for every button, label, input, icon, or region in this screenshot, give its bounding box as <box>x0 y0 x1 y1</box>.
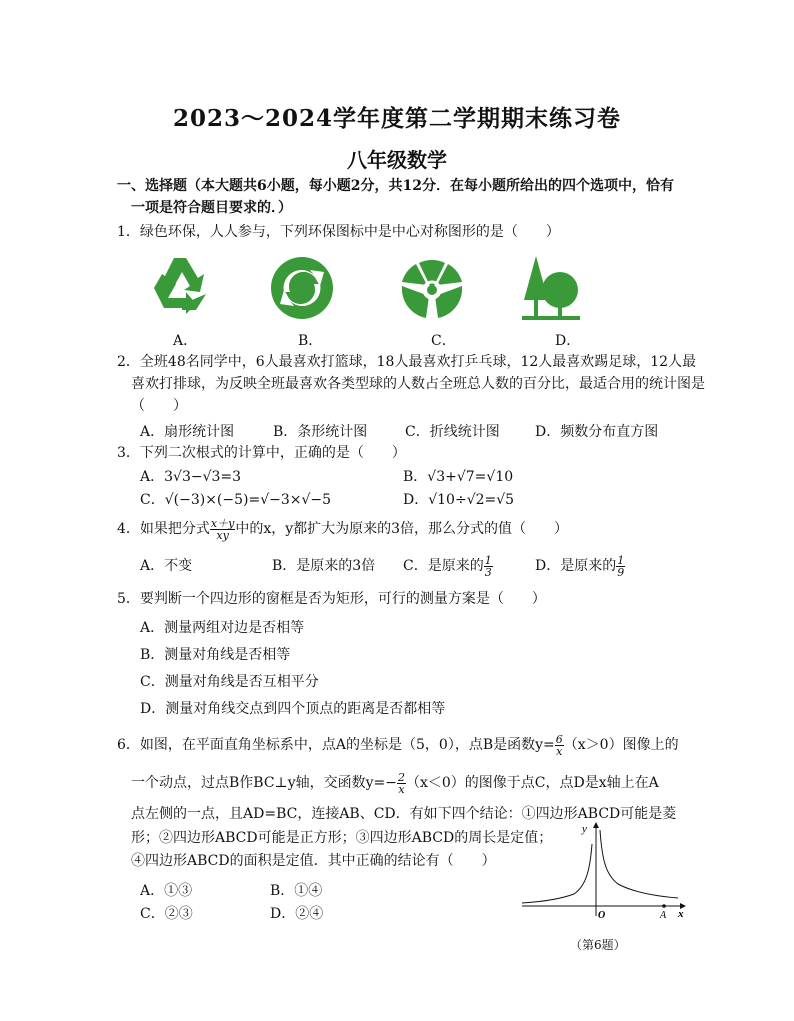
section-heading: 一、选择题（本大题共6小题，每小题2分，共12分．在每小题所给出的四个选项中，恰有 <box>117 178 674 194</box>
q6-option-d: D．②④ <box>270 906 324 922</box>
q2-option-a: A．扇形统计图 <box>140 424 235 440</box>
x-label: x <box>678 908 684 920</box>
question-6-line3: 点左侧的一点，且AD=BC，连接AB、CD．有如下四个结论：①四边形ABCD可能是菱 <box>131 806 677 822</box>
q6-fraction-1-den: x <box>556 744 563 758</box>
q1-option-b: B． <box>298 333 323 349</box>
point-a-label: A <box>660 910 667 920</box>
q2-option-d: D．频数分布直方图 <box>535 424 659 440</box>
tree-icon <box>522 256 580 320</box>
q5-option-b: B．测量对角线是否相等 <box>140 647 291 663</box>
q3-option-a: A．3√3−√3=3 <box>140 469 242 485</box>
y-label: y <box>582 823 587 835</box>
q4-option-c <box>403 553 493 579</box>
q3-option-c: C．√(−3)×(−5)=√−3×√−5 <box>140 492 332 508</box>
q4-option-d-fraction <box>616 555 625 578</box>
q6-option-b: B．①④ <box>270 883 323 899</box>
question-6-line5: ④四边形ABCD的面积是定值．其中正确的结论有（ ） <box>131 853 496 869</box>
q4-option-c-num: 1 <box>484 553 492 567</box>
q4-option-a: A．不变 <box>140 558 193 574</box>
q4-option-b: B．是原来的3倍 <box>272 558 376 574</box>
q3-option-b: B．√3+√7=√10 <box>403 469 514 485</box>
origin-label: O <box>598 910 606 920</box>
q6-line1-b: （x＞0）图像上的 <box>563 737 679 753</box>
q4-option-c-fraction <box>484 555 493 578</box>
figure-caption: （第6题） <box>570 938 626 952</box>
refresh-icon <box>271 257 333 319</box>
question-5-stem: 5．要判断一个四边形的窗框是否为矩形，可行的测量方案是（ ） <box>117 591 546 607</box>
q4-option-d-den: 9 <box>617 565 625 579</box>
q4-fraction-den: xy <box>216 528 229 542</box>
q6-option-c: C．②③ <box>140 906 193 922</box>
q1-option-a: A． <box>173 333 198 349</box>
section-heading-cont: 一项是符合题目要求的．） <box>131 200 292 216</box>
q4-fraction-num: x＋y <box>210 516 235 530</box>
q1-option-c: C． <box>431 333 456 349</box>
q3-option-d: D．√10÷√2=√5 <box>403 492 515 508</box>
q5-option-a: A．测量两组对边是否相等 <box>140 620 305 636</box>
q5-option-c: C．测量对角线是否互相平分 <box>140 674 319 690</box>
q4-stem-pre: 4．如果把分式 <box>117 521 210 537</box>
q4-option-d-text: D．是原来的 <box>535 558 617 574</box>
radiation-icon <box>402 260 462 318</box>
q5-option-d: D．测量对角线交点到四个顶点的距离是否都相等 <box>140 701 446 717</box>
q6-fraction-2-num: 2 <box>398 770 405 784</box>
q6-fraction-2 <box>397 772 406 795</box>
q4-stem-post: 中的x，y都扩大为原来的3倍，那么分式的值（ ） <box>235 521 569 537</box>
point-a <box>662 904 666 908</box>
question-3-stem: 3．下列二次根式的计算中，正确的是（ ） <box>117 445 406 461</box>
question-6-line1 <box>117 732 679 758</box>
question-2-line1: 2．全班48名同学中，6人最喜欢打篮球，18人最喜欢打乒乓球，12人最喜欢踢足球，12人最 <box>117 354 697 370</box>
curve-right <box>600 830 678 898</box>
q1-icons <box>140 252 580 324</box>
q6-line2-a: 一个动点，过点B作BC⊥y轴，交函数y=− <box>131 775 397 791</box>
q6-graph <box>518 820 688 920</box>
q4-option-c-text: C．是原来的 <box>403 558 484 574</box>
recycle-icon <box>154 258 206 314</box>
question-6-line2 <box>131 770 659 796</box>
q2-option-c: C．折线统计图 <box>405 424 500 440</box>
q6-option-a: A．①③ <box>140 883 193 899</box>
y-axis-arrow <box>593 822 599 828</box>
page-title: 2023～2024学年度第二学期期末练习卷 <box>172 105 622 132</box>
curve-left <box>522 844 592 903</box>
q6-line2-b: （x＜0）的图像于点C，点D是x轴上在A <box>406 775 659 791</box>
q6-line1-a: 6．如图，在平面直角坐标系中，点A的坐标是（5，0），点B是函数y= <box>117 737 555 753</box>
q1-option-d: D． <box>555 333 581 349</box>
page-subtitle: 八年级数学 <box>347 148 447 172</box>
q6-fraction-1 <box>555 734 564 757</box>
question-2-line2: 喜欢打排球，为反映全班最喜欢各类型球的人数占全班总人数的百分比，最适合用的统计图是 <box>131 376 705 392</box>
q4-option-c-den: 3 <box>484 565 492 579</box>
question-6-line4: 形；②四边形ABCD可能是正方形；③四边形ABCD的周长是定值； <box>131 830 553 846</box>
question-2-line3: （ ） <box>131 398 187 414</box>
question-1-stem: 1．绿色环保，人人参与，下列环保图标中是中心对称图形的是（ ） <box>117 224 560 240</box>
q6-fraction-2-den: x <box>398 782 405 796</box>
question-4-stem <box>117 516 568 542</box>
q4-option-d-num: 1 <box>617 553 625 567</box>
q4-option-d <box>535 553 625 579</box>
q4-fraction <box>210 518 235 541</box>
q2-option-b: B．条形统计图 <box>273 424 368 440</box>
q6-fraction-1-num: 6 <box>555 732 563 746</box>
